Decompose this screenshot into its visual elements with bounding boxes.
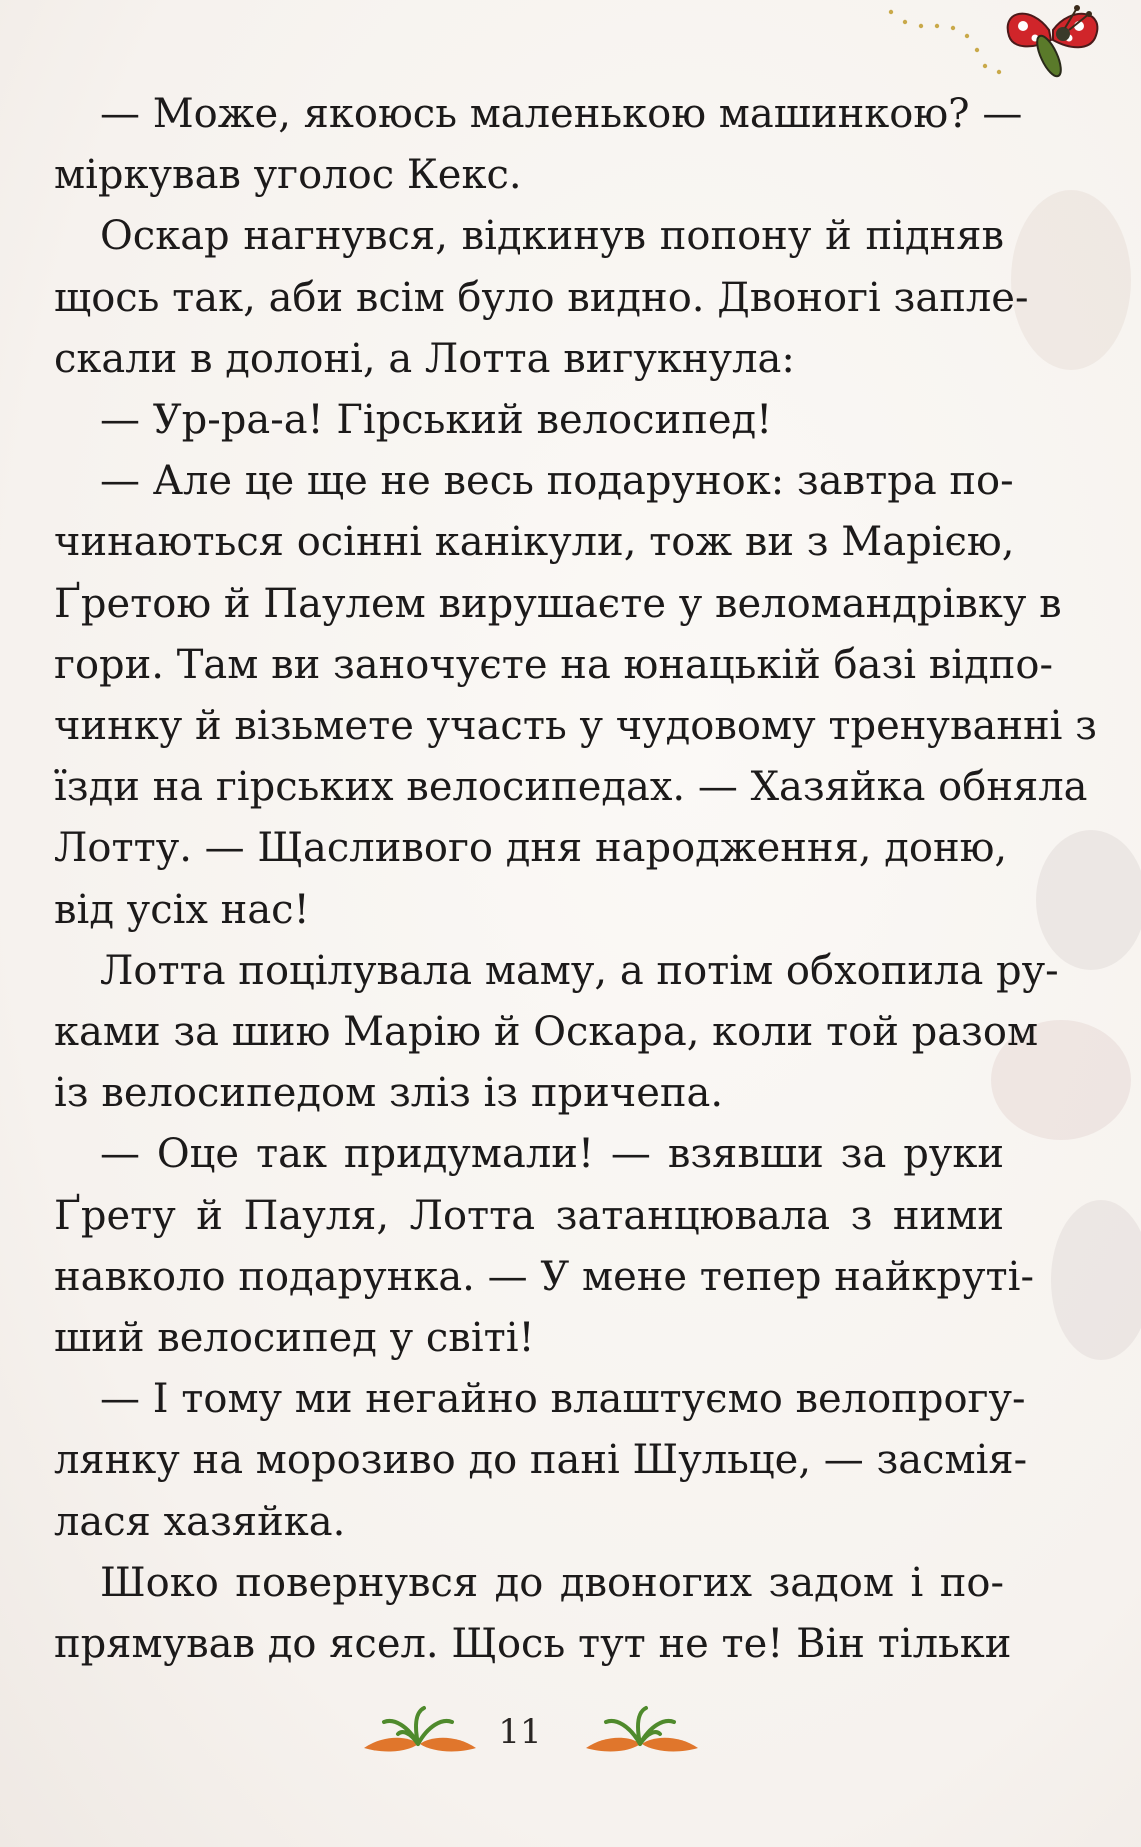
text-line: лася хазяйка. xyxy=(54,1498,346,1545)
text-line: Лотту. — Щасливого дня народження, доню, xyxy=(54,825,1008,872)
text-line: від усіх нас! xyxy=(54,886,310,933)
paragraph-2 xyxy=(54,206,1029,390)
text-line: — Оце так придумали! — взявши за руки xyxy=(100,1131,1004,1178)
text-line: ший велосипед у світі! xyxy=(54,1315,535,1362)
paragraph-3 xyxy=(54,390,1004,451)
text-line: чинку й візьмете участь у чудовому тренуванні з xyxy=(54,703,1097,750)
text-line: — Може, якоюсь маленькою машинкою? — xyxy=(100,91,1023,137)
text-line: скали в долоні, а Лотта вигукнула: xyxy=(54,335,795,382)
paragraph-5 xyxy=(54,941,1059,1125)
paragraph-1 xyxy=(54,84,1023,206)
text-line: навколо подарунка. — У мене тепер найкруті- xyxy=(54,1253,1034,1300)
page-number: 11 xyxy=(498,1712,542,1752)
story-text xyxy=(54,84,1097,1675)
text-line: Ґрету й Пауля, Лотта затанцювала з ними xyxy=(54,1192,1004,1239)
text-line: — Але це ще не весь подарунок: завтра по- xyxy=(100,458,1014,505)
text-line: щось так, аби всім було видно. Двоногі запле- xyxy=(54,274,1029,321)
paragraph-7 xyxy=(54,1369,1028,1553)
text-line: Оскар нагнувся, відкинув попону й підняв xyxy=(100,213,1004,260)
text-line: із велосипедом зліз із причепа. xyxy=(54,1070,724,1117)
text-line: прямував до ясел. Щось тут не те! Він тільки xyxy=(54,1621,1012,1668)
text-line: міркував уголос Кекс. xyxy=(54,152,522,199)
text-line: — І тому ми негайно влаштуємо велопрогу- xyxy=(100,1376,1026,1423)
paragraph-6 xyxy=(54,1124,1034,1369)
text-line: чинаються осінні канікули, тож ви з Марією, xyxy=(54,519,1015,566)
paragraph-8 xyxy=(54,1553,1012,1675)
carrot-icon xyxy=(576,1704,706,1766)
paragraph-4 xyxy=(54,451,1097,941)
text-line: Ґретою й Паулем вирушаєте у веломандрівку в xyxy=(54,580,1062,627)
text-line: — Ур-ра-а! Гірський велосипед! xyxy=(100,397,773,444)
text-line: лянку на морозиво до пані Шульце, — засмія- xyxy=(54,1437,1028,1484)
text-line: Шоко повернувся до двоногих задом і по- xyxy=(100,1559,1004,1606)
text-line: ками за шию Марію й Оскара, коли той разом xyxy=(54,1009,1039,1056)
text-line: гори. Там ви заночуєте на юнацькій базі відпо- xyxy=(54,641,1053,688)
text-line: їзди на гірських велосипедах. — Хазяйка обняла xyxy=(54,764,1088,811)
page-footer xyxy=(0,1700,1141,1780)
text-line: Лотта поцілувала маму, а потім обхопила ру- xyxy=(100,947,1059,994)
carrot-icon xyxy=(354,1704,484,1766)
